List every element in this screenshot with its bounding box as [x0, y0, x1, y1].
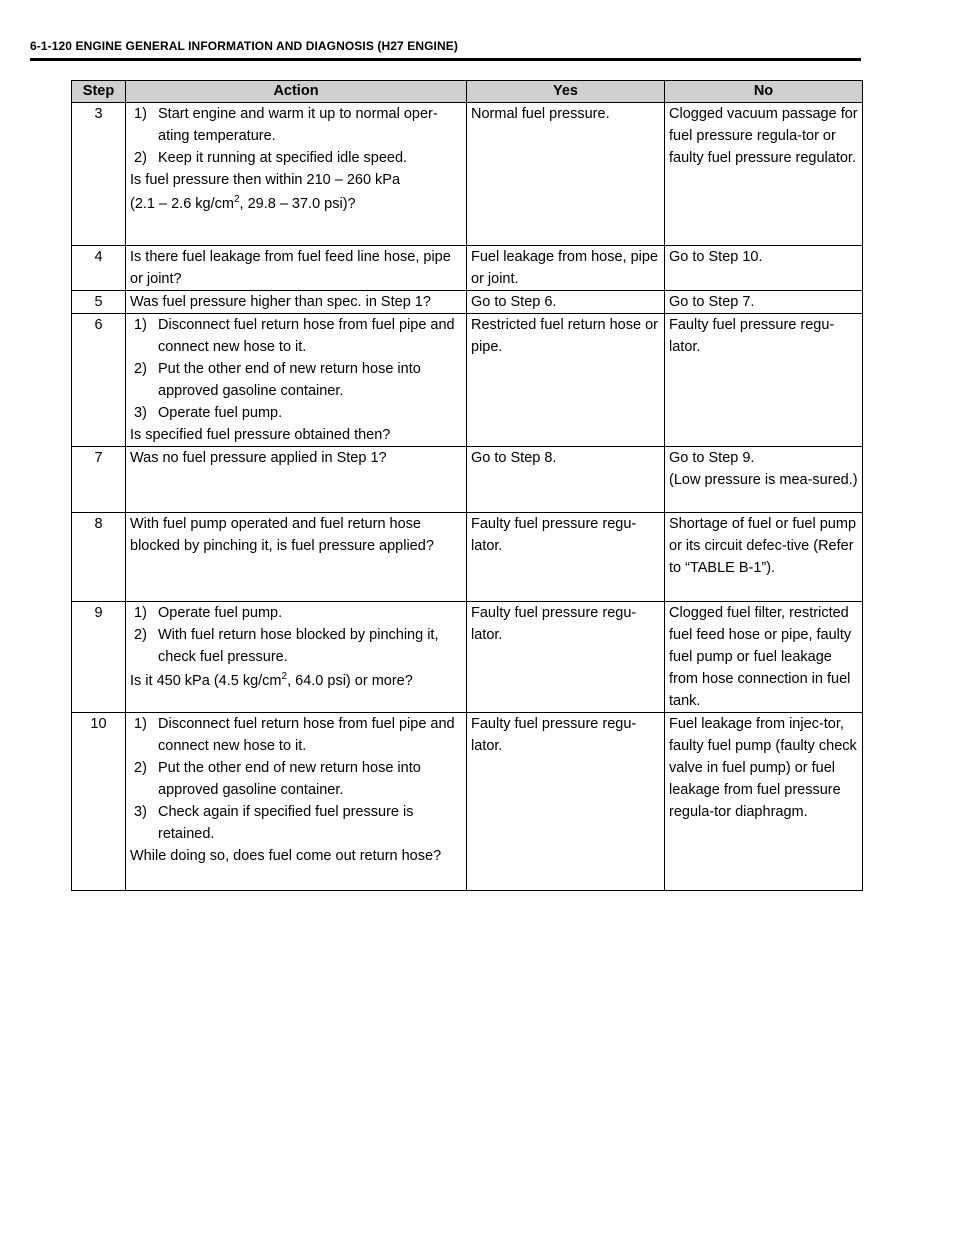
substep: [130, 713, 462, 757]
substep-text: Start engine and warm it up to normal oper-ating temperature.: [158, 106, 438, 144]
substep: [130, 624, 462, 668]
step-number: 8: [72, 513, 126, 602]
column-header-yes: Yes: [467, 81, 665, 103]
substep-text: Keep it running at specified idle speed.: [158, 150, 408, 166]
substep-text: Put the other end of new return hose into approved gasoline container.: [158, 361, 421, 399]
substep-text: Check again if specified fuel pressure is retained.: [158, 804, 414, 842]
no-cell: Faulty fuel pressure regu-lator.: [665, 314, 863, 447]
substep-number: 1): [134, 716, 147, 732]
table-row: [72, 447, 863, 513]
yes-cell: Restricted fuel return hose or pipe.: [467, 314, 665, 447]
superscript: 2: [281, 671, 288, 683]
step-number: 10: [72, 713, 126, 891]
table-row: [72, 246, 863, 291]
substep: [130, 402, 462, 424]
yes-cell: Go to Step 8.: [467, 447, 665, 513]
action-cell: [126, 602, 467, 713]
no-cell: Clogged vacuum passage for fuel pressure regula-tor or faulty fuel pressure regulator.: [665, 103, 863, 246]
column-header-no: No: [665, 81, 863, 103]
table-header-row: [72, 81, 863, 103]
action-cell: Was no fuel pressure applied in Step 1?: [126, 447, 467, 513]
substep-number: 3): [134, 804, 147, 820]
table-row: [72, 513, 863, 602]
yes-cell: Faulty fuel pressure regu-lator.: [467, 513, 665, 602]
substep-number: 3): [134, 405, 147, 421]
question-fragment: Is it 450 kPa (4.5 kg/cm: [130, 673, 282, 689]
no-cell: Fuel leakage from injec-tor, faulty fuel pump (faulty check valve in fuel pump) or fuel leakage from fuel pressure regula-tor diaphragm.: [665, 713, 863, 891]
yes-cell: Go to Step 6.: [467, 291, 665, 314]
no-text: (Low pressure is mea-sured.): [669, 472, 858, 488]
step-number: 7: [72, 447, 126, 513]
action-cell: Was fuel pressure higher than spec. in Step 1?: [126, 291, 467, 314]
question-fragment: (2.1 – 2.6 kg/cm: [130, 196, 234, 212]
step-number: 4: [72, 246, 126, 291]
superscript: 2: [233, 194, 240, 206]
substep-text: Disconnect fuel return hose from fuel pipe and connect new hose to it.: [158, 317, 455, 355]
table-row: [72, 314, 863, 447]
yes-cell: Faulty fuel pressure regu-lator.: [467, 713, 665, 891]
no-cell: [665, 447, 863, 513]
substep-number: 1): [134, 605, 147, 621]
action-cell: With fuel pump operated and fuel return hose blocked by pinching it, is fuel pressure applied?: [126, 513, 467, 602]
action-cell: [126, 103, 467, 246]
table-row: [72, 291, 863, 314]
substep: [130, 801, 462, 845]
substep-text: With fuel return hose blocked by pinching it, check fuel pressure.: [158, 627, 439, 665]
no-text: Go to Step 9.: [669, 450, 755, 466]
step-number: 5: [72, 291, 126, 314]
substep-number: 1): [134, 317, 147, 333]
no-cell: Go to Step 10.: [665, 246, 863, 291]
question-fragment: , 64.0 psi) or more?: [287, 673, 413, 689]
question-text: [130, 670, 462, 692]
question-text: Is fuel pressure then within 210 – 260 kPa: [130, 172, 401, 188]
substep-number: 1): [134, 106, 147, 122]
no-cell: Go to Step 7.: [665, 291, 863, 314]
substep: [130, 103, 462, 147]
question-text: Is specified fuel pressure obtained then?: [130, 427, 391, 443]
action-cell: [126, 713, 467, 891]
yes-cell: Normal fuel pressure.: [467, 103, 665, 246]
substep-text: Operate fuel pump.: [158, 605, 283, 621]
substep: [130, 358, 462, 402]
column-header-action: Action: [126, 81, 467, 103]
action-cell: Is there fuel leakage from fuel feed line hose, pipe or joint?: [126, 246, 467, 291]
substep-text: Put the other end of new return hose into approved gasoline container.: [158, 760, 421, 798]
no-cell: Clogged fuel filter, restricted fuel feed hose or pipe, faulty fuel pump or fuel leakage from hose connection in fuel tank.: [665, 602, 863, 713]
step-number: 3: [72, 103, 126, 246]
substep-number: 2): [134, 627, 147, 643]
substep-number: 2): [134, 361, 147, 377]
substep-number: 2): [134, 150, 147, 166]
substep: [130, 602, 462, 624]
action-cell: [126, 314, 467, 447]
substep-text: Operate fuel pump.: [158, 405, 283, 421]
table-row: [72, 713, 863, 891]
substep: [130, 147, 462, 169]
yes-cell: Faulty fuel pressure regu-lator.: [467, 602, 665, 713]
question-text: While doing so, does fuel come out return hose?: [130, 848, 442, 864]
yes-cell: Fuel leakage from hose, pipe or joint.: [467, 246, 665, 291]
table-row: [72, 602, 863, 713]
substep: [130, 314, 462, 358]
diagnosis-table: [71, 80, 863, 891]
substep-text: Disconnect fuel return hose from fuel pipe and connect new hose to it.: [158, 716, 455, 754]
column-header-step: Step: [72, 81, 126, 103]
question-fragment: , 29.8 – 37.0 psi)?: [239, 196, 356, 212]
step-number: 9: [72, 602, 126, 713]
table-row: [72, 103, 863, 246]
substep: [130, 757, 462, 801]
no-cell: Shortage of fuel or fuel pump or its circuit defec-tive (Refer to “TABLE B-1”).: [665, 513, 863, 602]
question-text: [130, 193, 462, 215]
substep-number: 2): [134, 760, 147, 776]
page-header-title: 6-1-120 ENGINE GENERAL INFORMATION AND DIAGNOSIS (H27 ENGINE): [30, 39, 458, 53]
header-rule: [30, 58, 861, 61]
step-number: 6: [72, 314, 126, 447]
